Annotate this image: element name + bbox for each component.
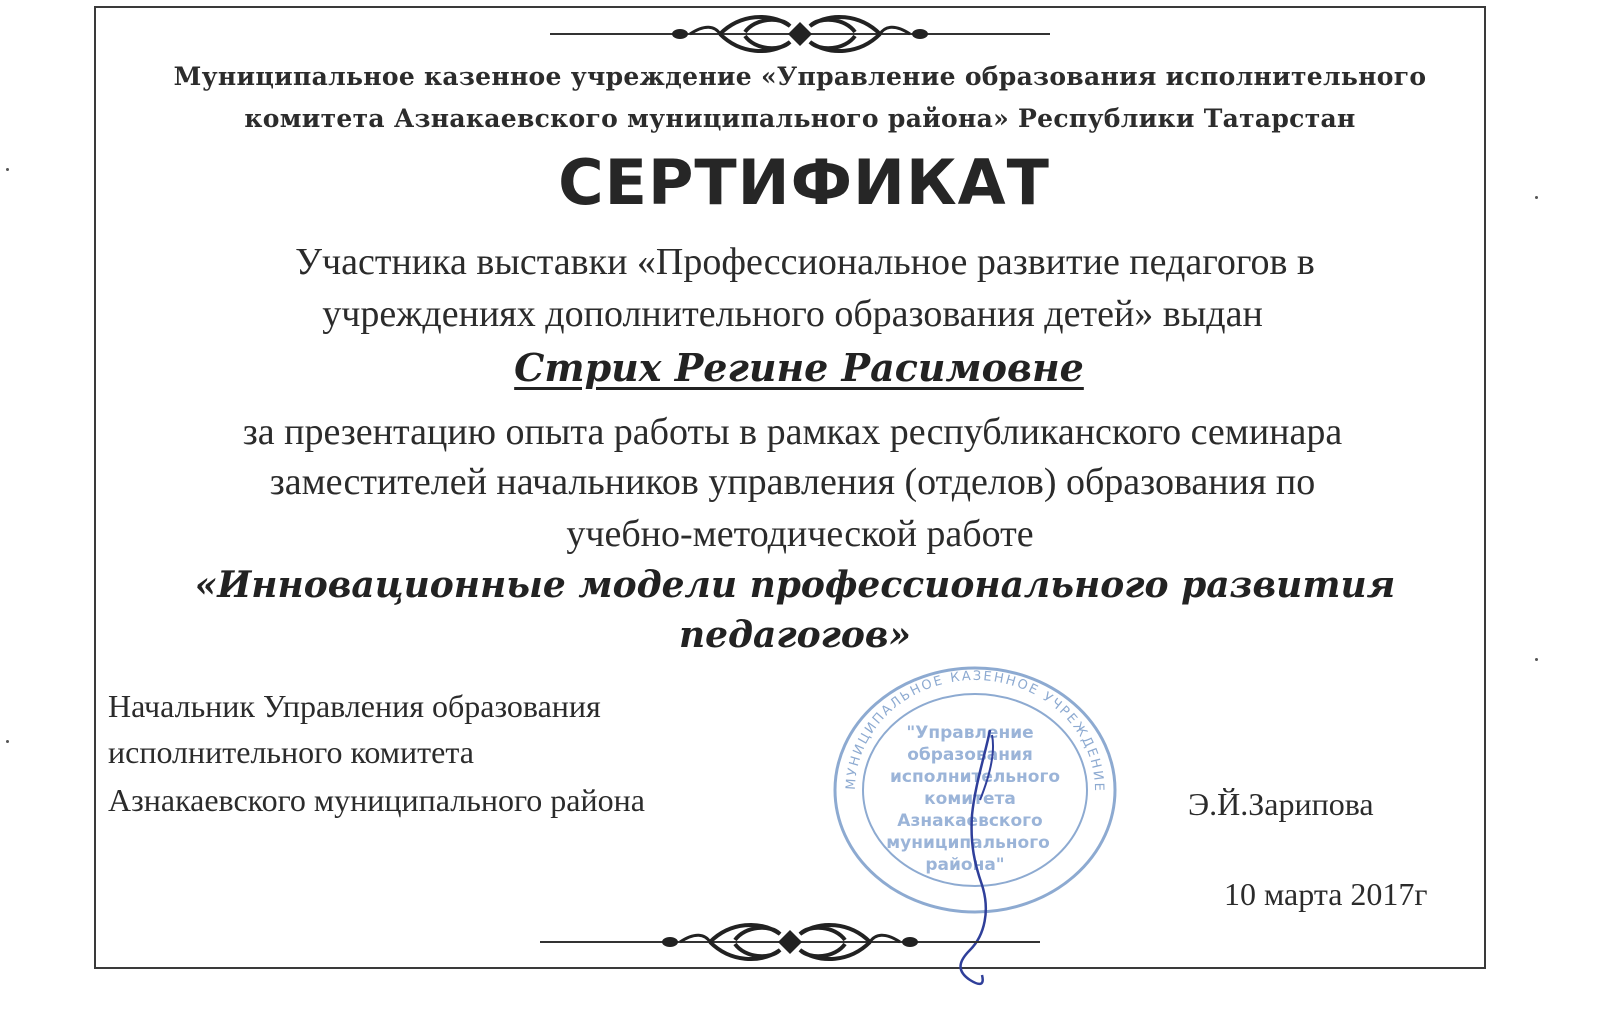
scan-speck [6,740,9,743]
issue-date: 10 марта 2017г [1224,876,1428,912]
stamp-line-5: Азнакаевского [897,811,1043,831]
org-line-2: комитета Азнакаевского муниципального района» Республики Татарстан [244,104,1356,133]
participant-line-1: Участника выставки «Профессиональное развитие педагогов в [295,241,1315,283]
org-line-1: Муниципальное казенное учреждение «Управление образования исполнительного [173,62,1427,91]
stamp-line-4: комитета [924,789,1016,809]
scan-speck [1535,196,1538,199]
recipient-name: Стрих Регине Расимовне [514,345,1084,390]
position-line-2: исполнительного комитета [108,734,474,770]
bottom-ornament-icon [530,914,1050,970]
theme-line-1: «Инновационные модели профессионального развития [194,564,1396,606]
stamp-line-6: муниципального [886,833,1050,853]
stamp-line-1: "Управление [906,723,1034,743]
reason-line-2: заместителей начальников управления (отделов) образования по [269,461,1316,503]
position-line-1: Начальник Управления образования [108,688,601,724]
position-line-3: Азнакаевского муниципального района [108,782,645,818]
top-ornament-icon [540,4,1060,60]
theme-line-2: педагогов» [678,614,912,656]
participant-line-2: учреждениях дополнительного образования детей» выдан [322,293,1263,335]
stamp-line-3: исполнительного [889,767,1061,787]
signatory-name: Э.Й.Зарипова [1188,786,1374,822]
stamp-ring-text: МУНИЦИПАЛЬНОЕ КАЗЕННОЕ УЧРЕЖДЕНИЕ [843,668,1107,794]
scan-speck [6,168,9,171]
certificate-title: СЕРТИФИКАТ [558,146,1050,219]
reason-line-3: учебно-методической работе [566,513,1034,555]
stamp-line-7: района" [925,855,1005,875]
stamp-line-2: образования [907,745,1033,765]
reason-line-1: за презентацию опыта работы в рамках республиканского семинара [242,411,1343,453]
scan-speck [1535,658,1538,661]
